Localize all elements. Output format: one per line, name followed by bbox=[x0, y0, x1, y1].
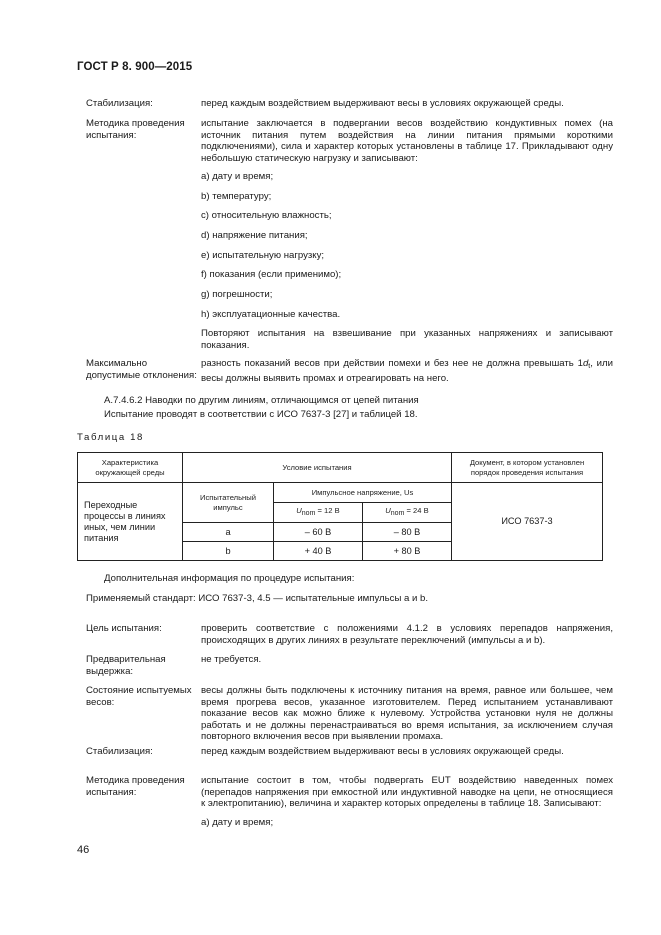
list-item: e) испытательную нагрузку; bbox=[201, 250, 325, 261]
row-label: Стабилизация: bbox=[86, 746, 153, 757]
table-caption: Таблица 18 bbox=[77, 432, 144, 443]
row-label: Цель испытания: bbox=[86, 623, 162, 634]
v24-cell: – 80 В bbox=[363, 523, 452, 542]
pulse-cell: a bbox=[183, 523, 274, 542]
d-symbol: d bbox=[582, 358, 589, 369]
v12-cell: – 60 В bbox=[274, 523, 363, 542]
list-item: h) эксплуатационные качества. bbox=[201, 309, 341, 320]
unom-symbol: U bbox=[385, 506, 391, 516]
header-condition: Условие испытания bbox=[183, 453, 452, 483]
unom-12-label: = 12 В bbox=[315, 506, 340, 516]
row-label: Стабилизация: bbox=[86, 98, 153, 109]
row-text: испытание состоит в том, чтобы подвергать EUT воздействию наведенных помех (перепадов напряжения при емкостной или индуктивной наводке на цепи, не относящиеся к электропитанию), величина и характер которых определены в таблице 18. Записывают: bbox=[201, 775, 613, 810]
unom-24-label: = 24 В bbox=[404, 506, 429, 516]
row-label: Методика проведения испытания: bbox=[86, 775, 185, 798]
unom-symbol: U bbox=[296, 506, 302, 516]
row-label: Состояние испытуемых весов: bbox=[86, 685, 192, 708]
list-item: a) дату и время; bbox=[201, 171, 274, 182]
max-dev-text-before: разность показаний весов при действии помехи и без нее не должна превышать 1 bbox=[201, 358, 583, 369]
row-label: Методика проведения испытания: bbox=[86, 118, 185, 141]
page-number: 46 bbox=[77, 844, 90, 856]
row-text: не требуется. bbox=[201, 654, 262, 665]
section-title: A.7.4.6.2 Наводки по другим линиям, отличающимся от цепей питания bbox=[104, 395, 419, 406]
list-item: b) температуру; bbox=[201, 191, 272, 202]
unom-subscript: nom bbox=[301, 510, 316, 518]
header-env: Характеристика окружающей среды bbox=[78, 453, 183, 483]
v12-cell: + 40 В bbox=[274, 542, 363, 561]
max-dev-text-after: , или весы должны выявить промах и отреагировать на него. bbox=[201, 358, 613, 384]
repeat-text: Повторяют испытания на взвешивание при указанных напряжениях и записывают показания. bbox=[201, 328, 613, 351]
standard-header: ГОСТ Р 8. 900—2015 bbox=[77, 61, 193, 73]
row-text bbox=[201, 358, 613, 384]
additional-info: Дополнительная информация по процедуре испытания: bbox=[104, 573, 355, 584]
list-item: d) напряжение питания; bbox=[201, 230, 308, 241]
row-text: весы должны быть подключены к источнику питания на время, равное или большее, чем время прогрева весов, указанное изготовителем. Перед испытанием устанавливают показание весов как можно ближе к нулевому. Устройства установки нуля не должны работать и не должны перенастраиваться во время испытания, за исключением случая повторного включения весов при выявлении промаха. bbox=[201, 685, 613, 743]
unom-subscript: nom bbox=[390, 510, 405, 518]
row-text: перед каждым воздействием выдерживают весы в условиях окружающей среды. bbox=[201, 746, 564, 757]
list-item: a) дату и время; bbox=[201, 817, 274, 828]
unom-12-header bbox=[274, 503, 363, 523]
voltage-header: Импульсное напряжение, Us bbox=[274, 483, 452, 503]
row-text: проверить соответствие с положениями 4.1.2 в условиях перепадов напряжения, происходящих в других линиях в результате переключений (импульсы a и b). bbox=[201, 623, 613, 646]
header-document: Документ, в котором установлен порядок проведения испытания bbox=[452, 453, 603, 483]
pulse-header: Испытательный импульс bbox=[183, 483, 274, 523]
d-subscript: t bbox=[588, 363, 591, 370]
section-intro: Испытание проводят в соответствии с ИСО 7637-3 [27] и таблицей 18. bbox=[104, 409, 418, 420]
pulse-cell: b bbox=[183, 542, 274, 561]
list-item: c) относительную влажность; bbox=[201, 210, 332, 221]
document-cell: ИСО 7637-3 bbox=[452, 483, 603, 561]
row-text: перед каждым воздействием выдерживают весы в условиях окружающей среды. bbox=[201, 98, 564, 109]
row-label: Максимально допустимые отклонения: bbox=[86, 358, 197, 381]
list-item: f) показания (если применимо); bbox=[201, 269, 342, 280]
env-cell: Переходные процессы в линиях иных, чем линии питания bbox=[78, 483, 183, 561]
v24-cell: + 80 В bbox=[363, 542, 452, 561]
row-text: испытание заключается в подвергании весов воздействию кондуктивных помех (на источник питания путем воздействия на линии питания прямыми короткими подключениями), сила и характер которых установлены в таблице 17. Прикладывают одну небольшую статическую нагрузку и записывают: bbox=[201, 118, 613, 164]
list-item: g) погрешности; bbox=[201, 289, 273, 300]
table-18 bbox=[77, 452, 603, 561]
unom-24-header bbox=[363, 503, 452, 523]
row-label: Предварительная выдержка: bbox=[86, 654, 166, 677]
standard-line: Применяемый стандарт: ИСО 7637-3, 4.5 — испытательные импульсы a и b. bbox=[86, 593, 429, 604]
